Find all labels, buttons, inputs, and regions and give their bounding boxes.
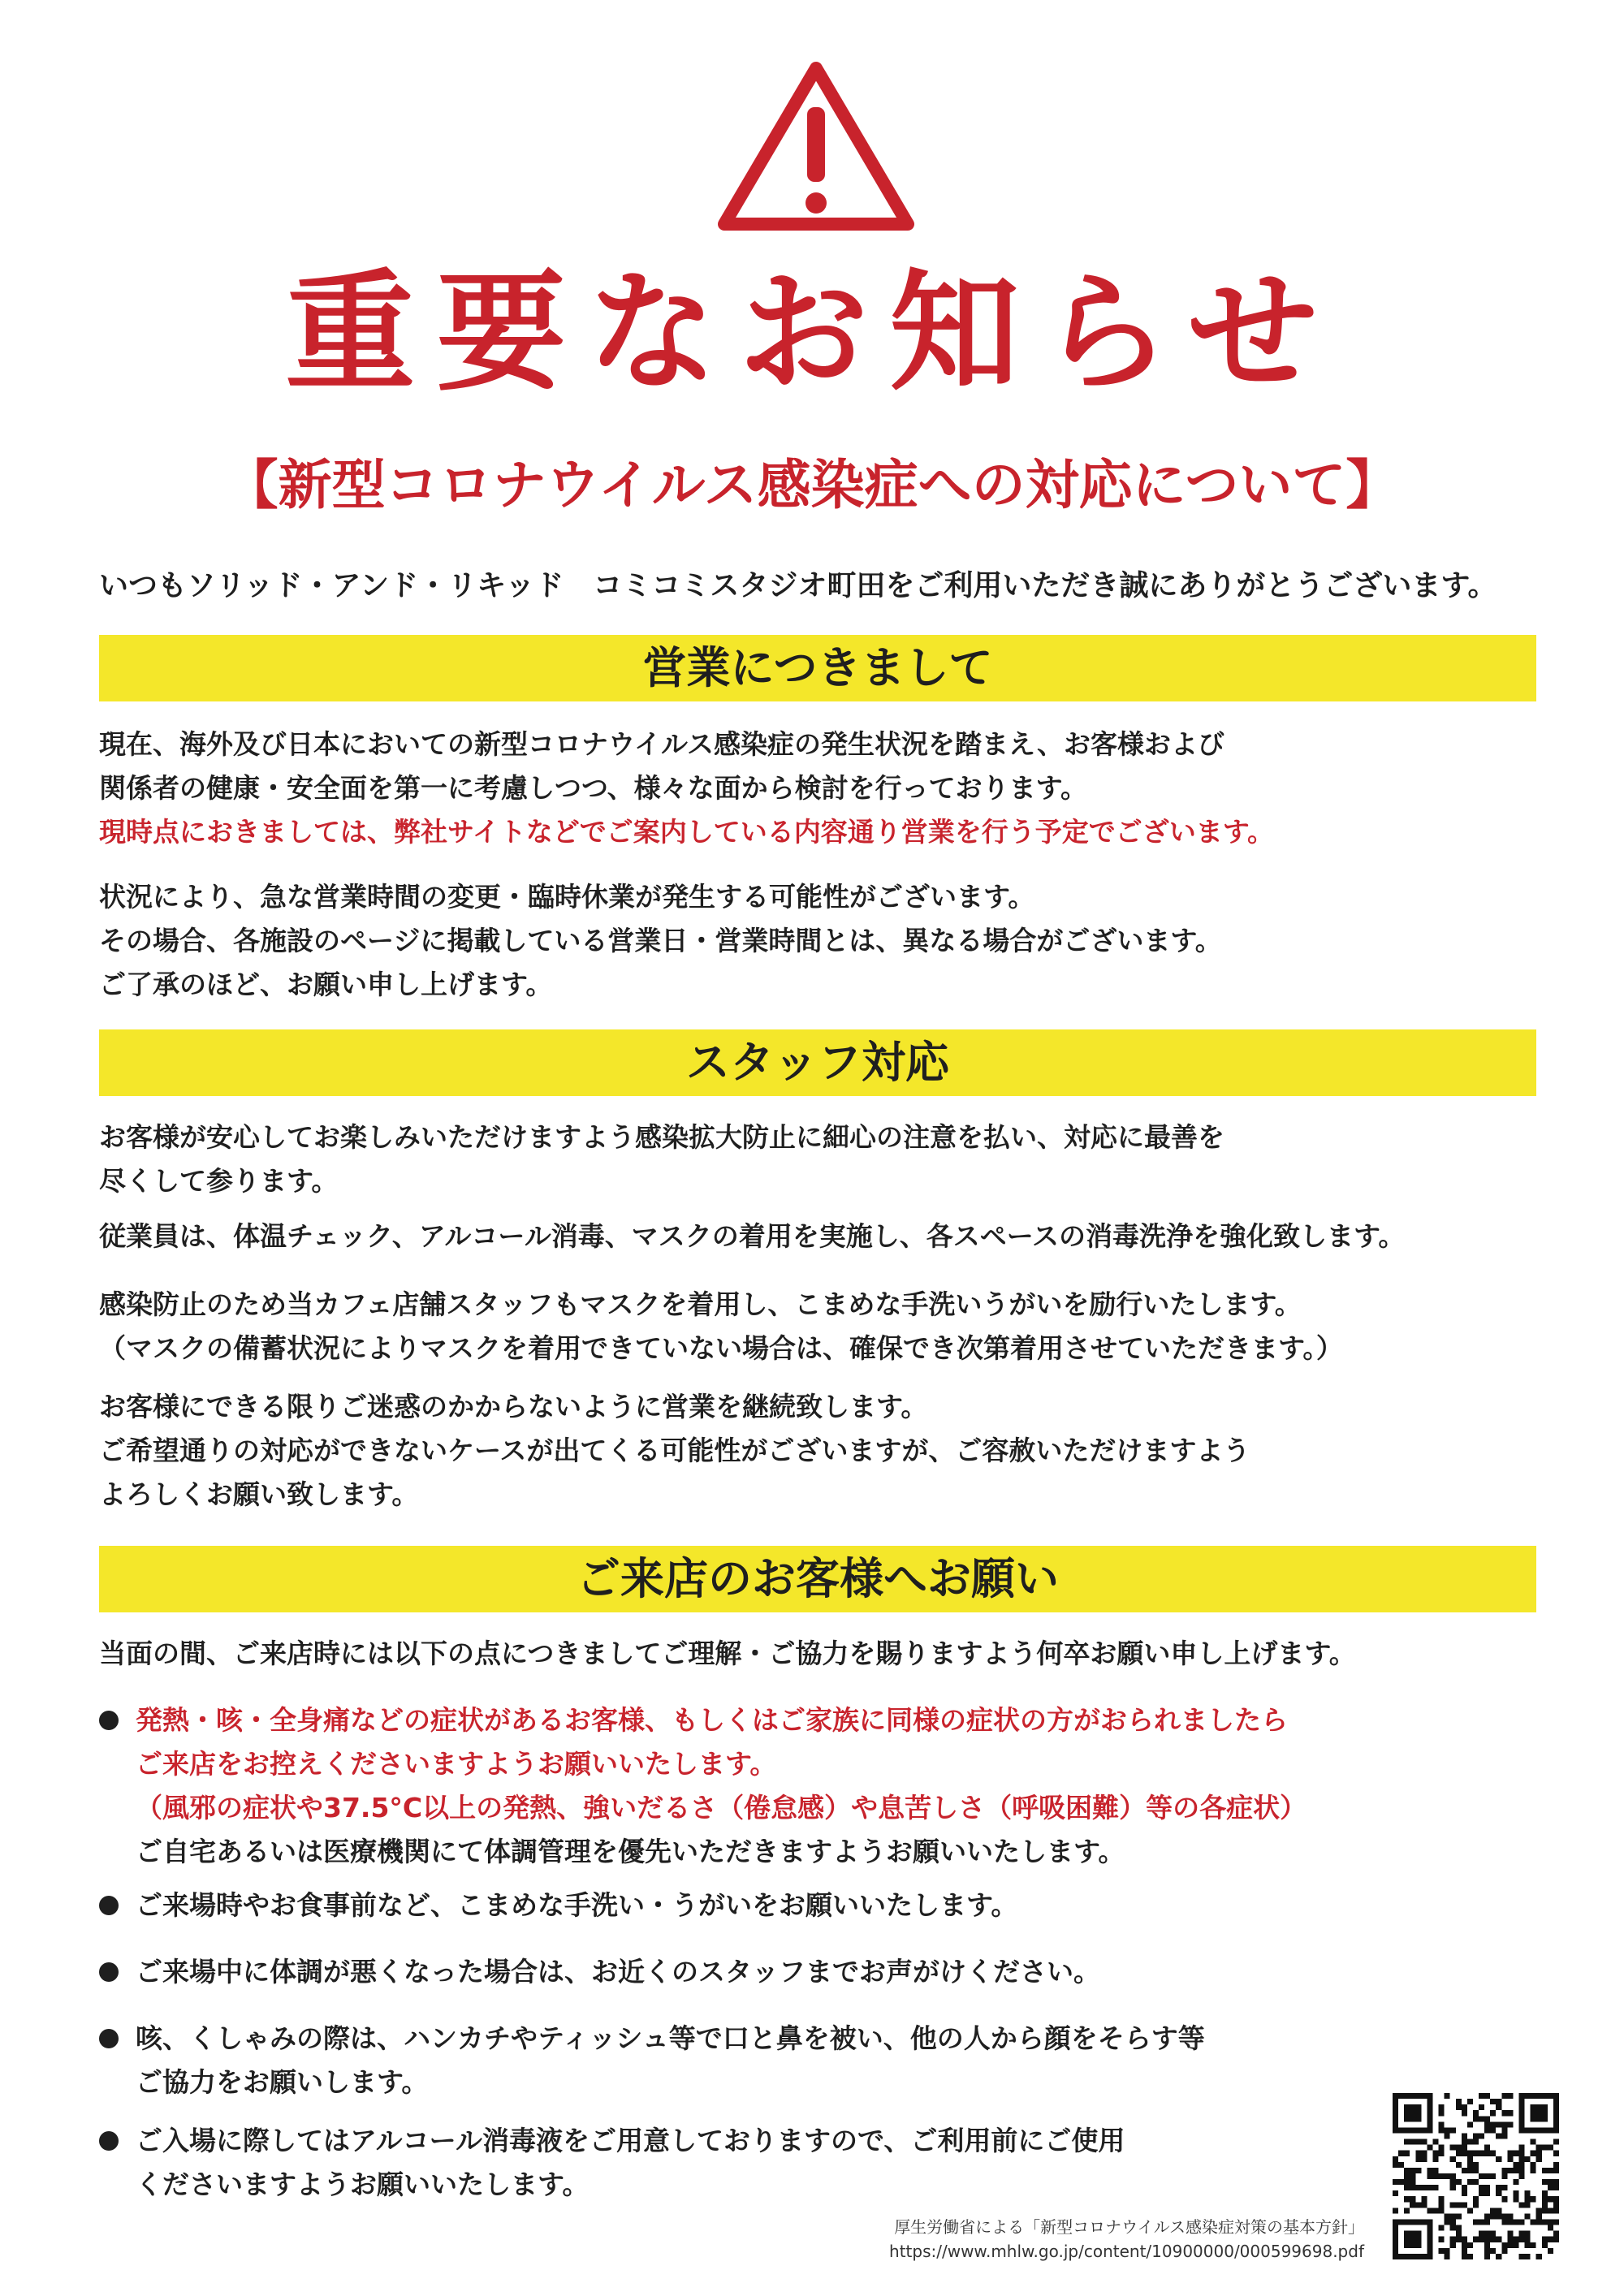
warning-triangle-icon <box>715 57 918 235</box>
text-line: くださいますようお願いいたします。 <box>136 2169 590 2200</box>
page-title: 重要なお知らせ <box>285 257 1339 408</box>
visitors-intro <box>99 1632 1561 1676</box>
section-heading-business: 営業につきまして <box>99 635 1536 701</box>
text-line: 関係者の健康・安全面を第一に考慮しつつ、様々な面から検討を行っております。 <box>99 772 1088 804</box>
text-line: 尽くして参ります。 <box>99 1165 339 1197</box>
text-line: 当面の間、ご来店時には以下の点につきましてご理解・ご協力を賜りますよう何卒お願い申し上げます。 <box>99 1638 1356 1669</box>
text-line: 従業員は、体温チェック、アルコール消毒、マスクの着用を実施し、各スペースの消毒洗浄を強化致します。 <box>99 1220 1406 1252</box>
text-line: 状況により、急な営業時間の変更・臨時休業が発生する可能性がございます。 <box>99 881 1035 913</box>
text-line: ご自宅あるいは医療機関にて体調管理を優先いただきますようお願いいたします。 <box>136 1836 1125 1867</box>
source-url-link[interactable]: https://www.mhlw.go.jp/content/10900000/000599698.pdf <box>889 2242 1364 2261</box>
list-item <box>99 1698 1528 1874</box>
text-line: （マスクの備蓄状況によりマスクを着用できていない場合は、確保でき次第着用させていただきます。） <box>99 1332 1343 1364</box>
bullet-icon <box>99 1896 119 1915</box>
business-paragraph-1 <box>99 723 1561 854</box>
bullet-icon <box>99 1711 119 1730</box>
bullet-icon <box>99 2131 119 2151</box>
page-subtitle: 【新型コロナウイルス感染症への対応について】 <box>224 454 1400 516</box>
list-item <box>99 2119 1528 2207</box>
business-notice-red: 現時点におきましては、弊社サイトなどでご案内している内容通り営業を行う予定でございます。 <box>99 816 1275 848</box>
text-line: （風邪の症状や37.5°C以上の発熱、強いだるさ（倦怠感）や息苦しさ（呼吸困難）等の各症状） <box>136 1792 1307 1823</box>
bullet-icon <box>99 2029 119 2048</box>
text-line: ご来場中に体調が悪くなった場合は、お近くのスタッフまでお声がけください。 <box>136 1956 1100 1987</box>
text-line: ご来店をお控えくださいますようお願いいたします。 <box>136 1748 777 1780</box>
text-line: ご了承のほど、お願い申し上げます。 <box>99 969 553 1000</box>
list-item <box>99 2017 1528 2104</box>
text-line: お客様が安心してお楽しみいただけますよう感染拡大防止に細心の注意を払い、対応に最善を <box>99 1121 1224 1153</box>
text-line: 現在、海外及び日本においての新型コロナウイルス感染症の発生状況を踏まえ、お客様および <box>99 728 1224 760</box>
text-line: ご入場に際してはアルコール消毒液をご用意しておりますので、ご利用前にご使用 <box>136 2125 1125 2156</box>
list-item <box>99 1884 1528 1927</box>
text-line: よろしくお願い致します。 <box>99 1478 419 1510</box>
business-paragraph-2 <box>99 875 1561 1007</box>
text-line: 咳、くしゃみの際は、ハンカチやティッシュ等で口と鼻を被い、他の人から顔をそらす等 <box>136 2022 1205 2054</box>
qr-code-icon[interactable] <box>1393 2093 1559 2259</box>
staff-paragraph-2 <box>99 1215 1561 1258</box>
text-line: ご希望通りの対応ができないケースが出てくる可能性がございますが、ご容赦いただけますよう <box>99 1435 1250 1466</box>
section-heading-staff: スタッフ対応 <box>99 1029 1536 1096</box>
list-item <box>99 1950 1528 1994</box>
bullet-icon <box>99 1962 119 1982</box>
text-line: その場合、各施設のページに掲載している営業日・営業時間とは、異なる場合がございます。 <box>99 925 1222 956</box>
staff-paragraph-3 <box>99 1283 1561 1370</box>
text-line: ご協力をお願いします。 <box>136 2066 429 2098</box>
text-line: 発熱・咳・全身痛などの症状があるお客様、もしくはご家族に同様の症状の方がおられましたら <box>136 1704 1288 1736</box>
staff-paragraph-1 <box>99 1116 1561 1203</box>
text-line: ご来場時やお食事前など、こまめな手洗い・うがいをお願いいたします。 <box>136 1889 1018 1921</box>
staff-paragraph-4 <box>99 1385 1561 1517</box>
text-line: 感染防止のため当カフェ店舗スタッフもマスクを着用し、こまめな手洗いうがいを励行いたします。 <box>99 1288 1302 1320</box>
greeting-text: いつもソリッド・アンド・リキッド コミコミスタジオ町田をご利用いただき誠にありがとうございます。 <box>99 569 1497 602</box>
source-title: 厚生労働省による「新型コロナウイルス感染症対策の基本方針」 <box>894 2217 1364 2237</box>
source-reference <box>828 2215 1364 2264</box>
section-heading-visitors: ご来店のお客様へお願い <box>99 1546 1536 1612</box>
text-line: お客様にできる限りご迷惑のかからないように営業を継続致します。 <box>99 1391 928 1422</box>
